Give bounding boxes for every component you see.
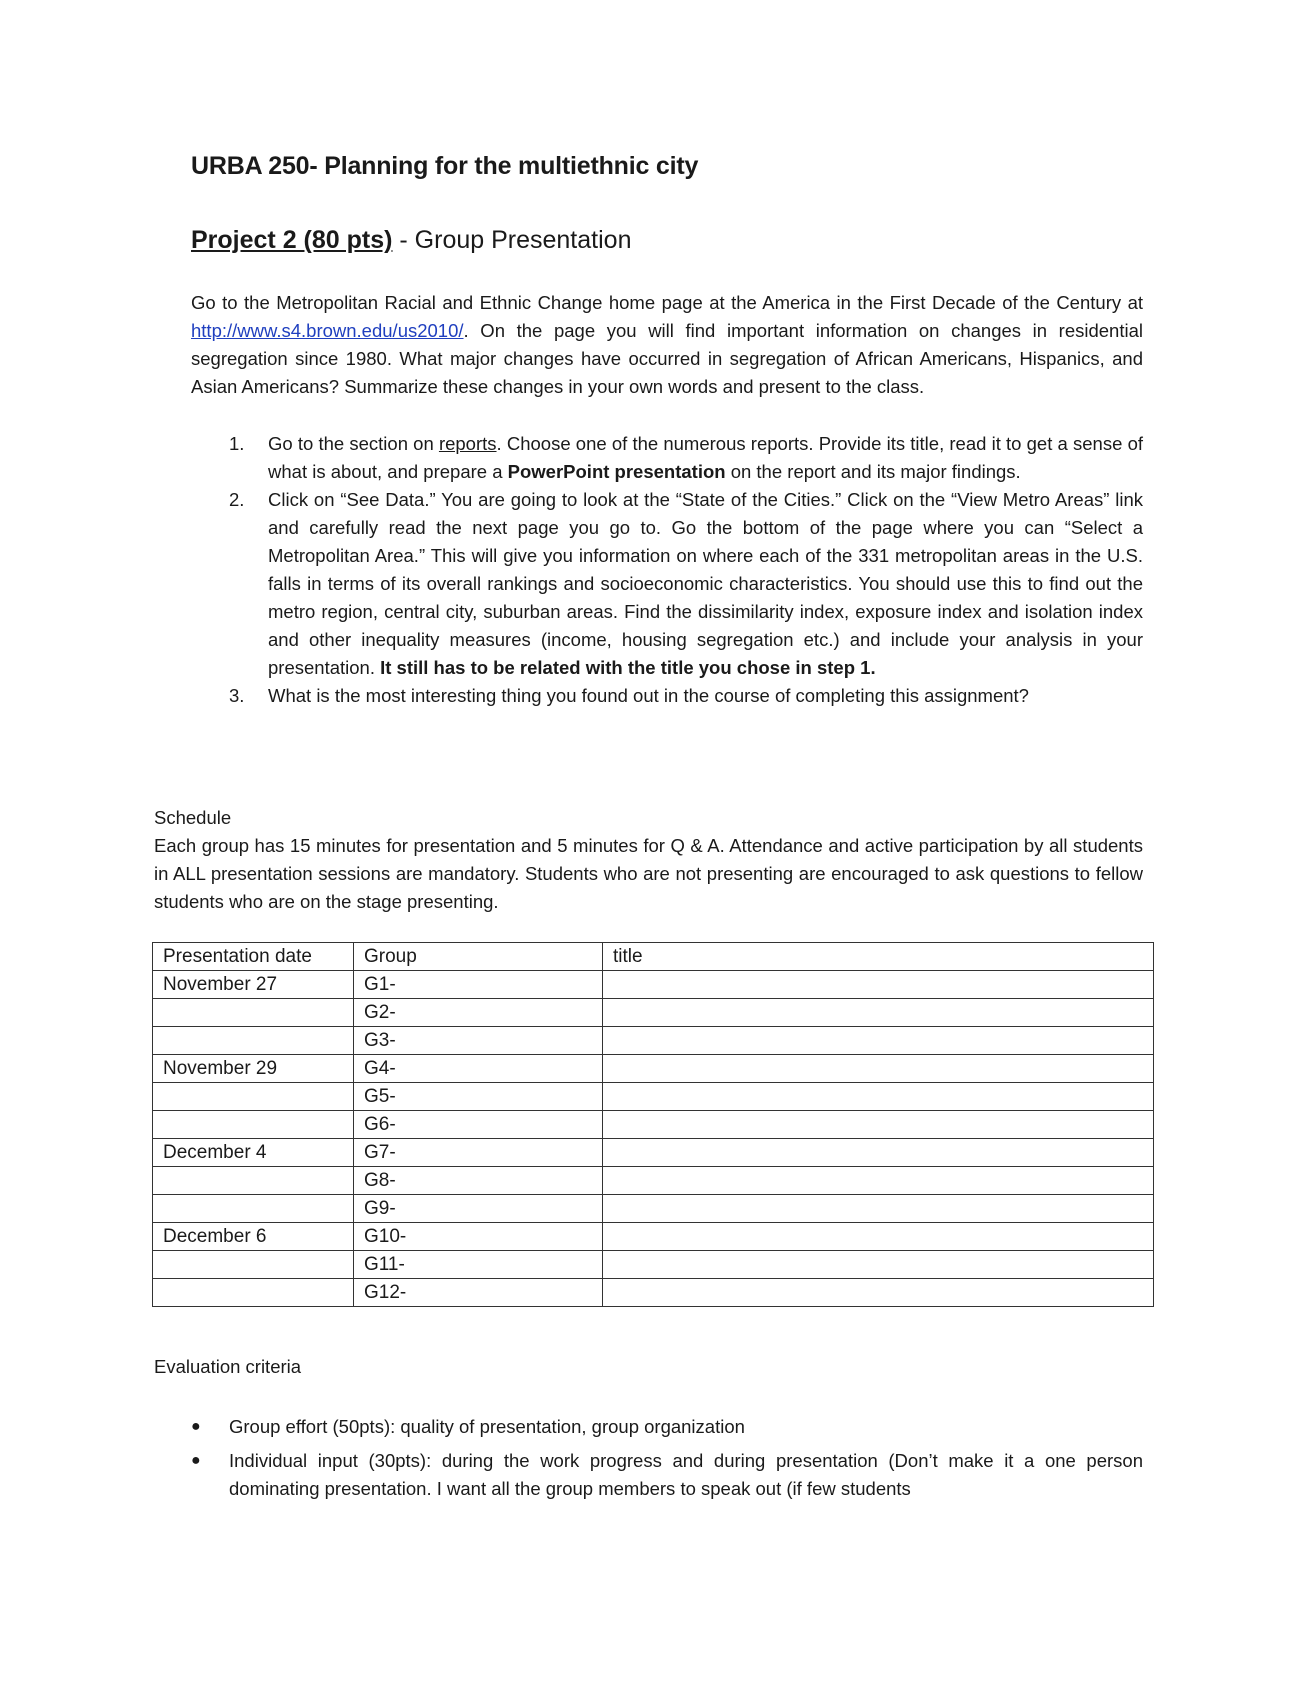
list-item — [191, 682, 1143, 710]
title-cell — [603, 1111, 1154, 1139]
date-cell — [153, 999, 354, 1027]
list-item — [191, 1413, 1143, 1441]
date-cell — [153, 1083, 354, 1111]
course-title: URBA 250- Planning for the multiethnic city — [191, 152, 699, 180]
table-row — [153, 1195, 1154, 1223]
header-cell: Group — [354, 943, 603, 971]
title-cell — [603, 971, 1154, 999]
group-cell: G3- — [354, 1027, 603, 1055]
bullet-text: Group effort (50pts): quality of presentation, group organization — [229, 1416, 745, 1437]
group-cell: G2- — [354, 999, 603, 1027]
title-cell — [603, 1055, 1154, 1083]
bullet-text: Individual input (30pts): during the work progress and during presentation (Don’t make it a one person dominating presentation. I want all the group members to speak out (if few students — [229, 1450, 1143, 1499]
table-row — [153, 971, 1154, 999]
step-text: Go to the section on — [268, 433, 439, 454]
step-text: What is the most interesting thing you found out in the course of completing this assignment? — [268, 685, 1029, 706]
date-cell — [153, 1027, 354, 1055]
group-cell: G5- — [354, 1083, 603, 1111]
title-cell — [603, 1027, 1154, 1055]
reports-link[interactable]: reports — [438, 433, 497, 454]
schedule-heading: Schedule — [154, 807, 232, 828]
date-cell — [153, 1195, 354, 1223]
group-cell: G12- — [354, 1279, 603, 1307]
step-text: . Choose one of the numerous reports. Provide its title, read it to get a sense of what is about, and prepare a — [268, 433, 1143, 482]
table-row — [153, 1167, 1154, 1195]
date-cell: December 6 — [153, 1223, 354, 1251]
bullet-icon: ● — [191, 1418, 201, 1435]
table-row — [153, 1027, 1154, 1055]
list-item — [191, 430, 1143, 486]
bullet-icon: ● — [191, 1452, 201, 1469]
project-subtitle: - Group Presentation — [392, 226, 632, 254]
date-cell: December 4 — [153, 1139, 354, 1167]
evaluation-label: Evaluation criteria — [154, 1356, 302, 1377]
project-label: Project 2 (80 pts) — [191, 226, 393, 254]
project-heading — [191, 226, 631, 255]
schedule-text: Each group has 15 minutes for presentation and 5 minutes for Q & A. Attendance and active participation by all students in ALL presentation sessions are mandatory. Students who are not presenting are encouraged to ask questions to fellow students who are on the stage presenting. — [154, 835, 1143, 912]
table-row — [153, 1279, 1154, 1307]
table-row — [153, 1055, 1154, 1083]
step-number: 1. — [229, 433, 245, 454]
group-cell: G4- — [354, 1055, 603, 1083]
group-cell: G6- — [354, 1111, 603, 1139]
us2010-link[interactable]: http://www.s4.brown.edu/us2010/ — [191, 320, 464, 341]
step-number: 3. — [229, 685, 245, 706]
step-text: Click on “See Data.” You are going to look at the “State of the Cities.” Click on the “View Metro Areas” link and carefully read the next page you go to. Go the bottom of the page where you can “Select a Metropolitan Area.” This will give you information on where each of the 331 metropolitan areas in the U.S. falls in terms of its overall rankings and socioeconomic characteristics. You should use this to find out the metro region, central city, suburban areas. Find the dissimilarity index, exposure index and isolation index and other inequality measures (income, housing segregation etc.) and include your analysis in your presentation. — [268, 489, 1143, 678]
title-cell — [603, 1251, 1154, 1279]
table-row — [153, 1223, 1154, 1251]
title-cell — [603, 999, 1154, 1027]
table-row — [153, 1139, 1154, 1167]
group-cell: G10- — [354, 1223, 603, 1251]
title-cell — [603, 1195, 1154, 1223]
table-row — [153, 999, 1154, 1027]
group-cell: G8- — [354, 1167, 603, 1195]
step-bold-text: It still has to be related with the title you chose in step 1. — [380, 657, 876, 678]
group-cell: G11- — [354, 1251, 603, 1279]
title-cell — [603, 1167, 1154, 1195]
table-header-row — [153, 943, 1154, 971]
step-bold-text: PowerPoint presentation — [507, 461, 726, 482]
schedule-section — [154, 804, 1143, 916]
title-cell — [603, 1139, 1154, 1167]
date-cell: November 29 — [153, 1055, 354, 1083]
step-text: on the report and its major findings. — [725, 461, 1021, 482]
evaluation-list — [191, 1413, 1143, 1509]
group-cell: G9- — [354, 1195, 603, 1223]
intro-text-2: . On the page you will find important information on changes in residential segregation since 1980. What major changes have occurred in segregation of African Americans, Hispanics, and Asian Americans? Summarize these changes in your own words and present to the class. — [191, 320, 1143, 397]
header-cell: title — [603, 943, 1154, 971]
group-cell: G1- — [354, 971, 603, 999]
intro-text-1: Go to the Metropolitan Racial and Ethnic Change home page at the America in the First Decade of the Century at — [191, 292, 1143, 313]
group-cell: G7- — [354, 1139, 603, 1167]
date-cell — [153, 1279, 354, 1307]
title-cell — [603, 1083, 1154, 1111]
title-cell — [603, 1223, 1154, 1251]
intro-paragraph — [191, 289, 1143, 401]
date-cell — [153, 1251, 354, 1279]
table-row — [153, 1083, 1154, 1111]
step-number: 2. — [229, 489, 245, 510]
date-cell — [153, 1167, 354, 1195]
table-row — [153, 1251, 1154, 1279]
table-row — [153, 1111, 1154, 1139]
list-item — [191, 1447, 1143, 1503]
date-cell — [153, 1111, 354, 1139]
header-cell: Presentation date — [153, 943, 354, 971]
title-cell — [603, 1279, 1154, 1307]
steps-list — [191, 430, 1143, 710]
date-cell: November 27 — [153, 971, 354, 999]
schedule-table — [152, 942, 1154, 1307]
list-item — [191, 486, 1143, 682]
